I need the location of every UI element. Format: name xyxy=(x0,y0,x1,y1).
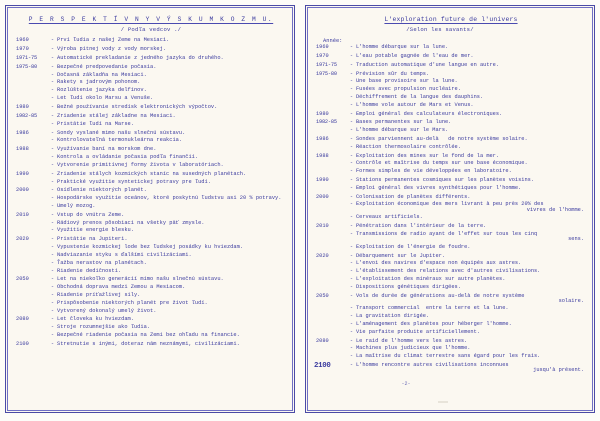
timeline-entry-row xyxy=(314,285,588,291)
entry-text: Prispôsobenie niektorých planét pre život ľudí. xyxy=(57,299,208,306)
entry-year: 1988 xyxy=(16,146,29,153)
entry-text: Riadenie príťažlivej sily. xyxy=(57,291,141,298)
entry-dash: - xyxy=(349,252,354,259)
entry-dash: - xyxy=(50,63,55,70)
entry-text: Rozlúštenie jazyka delfínov. xyxy=(57,87,147,94)
entry-dash: - xyxy=(349,362,354,369)
entry-dash: - xyxy=(50,203,55,209)
timeline-entry-row xyxy=(314,261,588,267)
entry-text: Une base provisoire sur la lune. xyxy=(356,78,458,85)
entry-dash: - xyxy=(349,52,354,59)
entry-year: 2010 xyxy=(316,223,329,230)
entry-dash: - xyxy=(50,259,55,266)
timeline-entry-row xyxy=(314,95,588,101)
entry-text: Stations permanentes cosmiques sur les planètes voisins. xyxy=(356,177,535,183)
timeline-entry-row xyxy=(314,154,588,160)
timeline-entry-row xyxy=(314,87,588,93)
entry-year: 1970 xyxy=(16,45,29,52)
entry-dash: - xyxy=(349,275,354,282)
entry-dash: - xyxy=(349,243,354,250)
entry-text: Riadenie dedičnosti. xyxy=(57,267,122,274)
timeline-entry-row xyxy=(314,322,588,328)
entry-text-continuation: sens. xyxy=(568,236,584,243)
entry-dash: - xyxy=(349,223,354,230)
timeline-entry-row xyxy=(314,79,588,85)
entry-text: Ťažba nerastov na planétach. xyxy=(57,259,147,266)
timeline-entry-row xyxy=(14,269,288,275)
timeline-entry-row xyxy=(14,342,288,348)
entry-text: Bezpečné riadenie počasia na Zemi bez ohľadu na financie. xyxy=(57,332,240,338)
entry-year: 2000 xyxy=(16,187,29,194)
entry-dash: - xyxy=(349,201,354,208)
entry-text: Dočasná základňa na Mesiaci. xyxy=(57,71,147,78)
entry-text: Vytvorený dokonalý umelý život. xyxy=(57,307,157,314)
timeline-entry-row xyxy=(14,131,288,137)
entry-text: Exploitation des mines sur le fond de la mer. xyxy=(356,152,500,159)
entry-text: Cerveaux artificiels. xyxy=(356,214,423,221)
entry-dash: - xyxy=(50,236,55,243)
entry-dash: - xyxy=(349,101,354,108)
entry-dash: - xyxy=(349,260,354,267)
entry-dash: - xyxy=(349,110,354,117)
right-page-subtitle: /Selon les savants/ xyxy=(406,26,474,33)
entry-dash: - xyxy=(349,86,354,93)
entry-year: 1970 xyxy=(316,52,329,59)
timeline-entry-row xyxy=(14,138,288,144)
timeline-entry-row xyxy=(14,237,288,243)
document-page-left xyxy=(5,5,295,413)
timeline-entry-row xyxy=(14,293,288,299)
timeline-entry-row xyxy=(14,188,288,194)
entry-dash: - xyxy=(349,136,354,143)
entry-text: L'homme débarque sur le Mars. xyxy=(356,127,449,134)
entry-year: 1980 xyxy=(316,110,329,117)
entry-dash: - xyxy=(349,305,354,312)
entry-dash: - xyxy=(50,71,55,78)
entry-year: 2080 xyxy=(316,337,329,344)
entry-dash: - xyxy=(349,313,354,320)
right-page-column-header: Année: xyxy=(323,38,343,44)
timeline-entry-row xyxy=(314,112,588,118)
entry-text: Rakety s jadrovým pohonom. xyxy=(57,79,141,86)
timeline-entry-row xyxy=(314,339,588,345)
entry-year: 1980 xyxy=(16,103,29,110)
entry-year: 1971-75 xyxy=(316,61,337,68)
entry-dash: - xyxy=(349,93,354,100)
timeline-entry-row xyxy=(314,306,588,312)
right-page-title: L'exploration future de l'univers xyxy=(384,16,518,23)
entry-text: Machines plus judicieux que l'homme. xyxy=(356,345,471,352)
entry-dash: - xyxy=(50,187,55,194)
timeline-entry-row xyxy=(314,215,588,221)
timeline-entry-row xyxy=(14,73,288,79)
entry-text: Stretnutie s inými, doteraz nám neznámymi, civilizáciami. xyxy=(57,340,240,347)
entry-dash: - xyxy=(349,268,354,275)
timeline-entry-row xyxy=(314,202,588,213)
entry-dash: - xyxy=(349,184,354,191)
entry-dash: - xyxy=(349,44,354,50)
entry-dash: - xyxy=(50,137,55,144)
entry-dash: - xyxy=(349,193,354,200)
right-page-entry-list xyxy=(314,45,588,374)
entry-dash: - xyxy=(349,345,354,352)
entry-dash: - xyxy=(50,120,55,127)
entry-dash: - xyxy=(349,352,354,359)
entry-year: 1971-75 xyxy=(16,54,38,61)
timeline-entry-row xyxy=(14,56,288,62)
entry-year: 1982-85 xyxy=(316,119,337,126)
entry-text: Débarquement sur le Jupiter. xyxy=(356,252,446,259)
entry-text: Využívanie baní na morskom dne. xyxy=(57,146,157,153)
entry-text: Sondes parviennent au-delà de notre système solaire. xyxy=(356,136,528,143)
timeline-entry-row xyxy=(314,120,588,126)
entry-text: Let ľudí okolo Marsu a Venuše. xyxy=(57,94,154,101)
entry-text: Využitie energie blesku. xyxy=(57,227,134,234)
entry-dash: - xyxy=(50,244,55,251)
entry-dash: - xyxy=(50,161,55,168)
entry-text: Bases permanentes sur la lune. xyxy=(356,119,452,126)
timeline-entry-row xyxy=(14,309,288,315)
timeline-entry-row xyxy=(14,196,288,202)
left-page-title: P E R S P E K T Í V N Y V Ý S K U M K O Z M U. xyxy=(28,16,274,23)
timeline-entry-row xyxy=(14,163,288,169)
timeline-entry-row xyxy=(14,317,288,323)
entry-text: Stroje rozumnejšie ako ľudia. xyxy=(57,324,150,331)
entry-dash: - xyxy=(50,170,55,177)
timeline-entry-row xyxy=(14,228,288,234)
entry-text: Sondy vyslané mimo našu slnečnú sústavu. xyxy=(57,129,186,136)
entry-dash: - xyxy=(50,129,55,136)
entry-dash: - xyxy=(50,146,55,153)
entry-dash: - xyxy=(349,70,354,77)
timeline-entry-row xyxy=(14,325,288,331)
entry-text: Nadviazanie styku s ďalšími civilizáciami. xyxy=(57,251,192,258)
entry-year: 2050 xyxy=(316,292,329,299)
entry-text: Emploi général des calculateurs électroniques. xyxy=(356,110,503,117)
timeline-entry-row xyxy=(14,96,288,102)
entry-text: Let človeka ku hviezdam. xyxy=(57,316,134,323)
timeline-entry-row xyxy=(14,114,288,120)
entry-dash: - xyxy=(50,94,55,101)
timeline-entry-row xyxy=(314,254,588,260)
timeline-entry-row xyxy=(14,147,288,153)
entry-year: 1975-80 xyxy=(16,63,38,70)
timeline-entry-row xyxy=(14,38,288,44)
entry-text: Dispositions génétiques dirigées. xyxy=(356,283,461,290)
timeline-entry-row xyxy=(314,128,588,134)
entry-text: Výroba pitnej vody z vody morskej. xyxy=(57,45,167,52)
entry-dash: - xyxy=(50,178,55,185)
entry-text: Réaction thermosolaire contrôlée. xyxy=(356,143,461,150)
left-page-subtitle: / Podľa vedcov ./ xyxy=(120,26,182,33)
timeline-entry-row xyxy=(314,294,588,305)
entry-text: Prévision sûr du temps. xyxy=(356,70,430,77)
page-footer-mark: -2- xyxy=(401,381,411,388)
timeline-entry-row xyxy=(14,88,288,94)
timeline-entry-row xyxy=(14,80,288,86)
entry-dash: - xyxy=(349,328,354,335)
entry-dash: - xyxy=(349,320,354,327)
entry-text: Praktické využitie syntetickej potravy pre ľudí. xyxy=(57,178,211,185)
entry-dash: - xyxy=(349,160,354,167)
entry-text: Automatické prekladanie z jedného jazyka do druhého. xyxy=(57,54,224,61)
entry-text: Pristátie na Jupiteri. xyxy=(57,236,128,243)
entry-dash: - xyxy=(50,54,55,61)
timeline-entry-row xyxy=(314,54,588,60)
entry-text: Vie parfaite produite artificiellement. xyxy=(356,328,480,335)
entry-dash: - xyxy=(50,37,55,43)
left-page-entry-list xyxy=(14,38,288,348)
timeline-entry-row xyxy=(14,301,288,307)
timeline-entry-row xyxy=(14,221,288,227)
entry-text: Exploitation de l'énergie de foudre. xyxy=(356,243,471,250)
timeline-entry-row xyxy=(14,245,288,251)
timeline-entry-row xyxy=(14,213,288,219)
entry-text: Traduction automatique d'une langue en autre. xyxy=(356,61,500,68)
entry-text: La maîtrise du climat terrestre sans égard pour les frais. xyxy=(356,352,541,359)
timeline-entry-row xyxy=(314,354,588,360)
timeline-entry-row xyxy=(14,277,288,283)
entry-text: Osídlenie niektorých planét. xyxy=(57,187,147,194)
entry-year: 1975-80 xyxy=(316,70,337,77)
timeline-entry-row xyxy=(14,47,288,53)
entry-dash: - xyxy=(50,79,55,86)
timeline-entry-row xyxy=(14,155,288,161)
entry-year: 2010 xyxy=(16,211,29,218)
entry-text: Vytvorenie primitívnej formy života v laboratóriach. xyxy=(57,161,224,168)
entry-dash: - xyxy=(50,291,55,298)
timeline-entry-row xyxy=(314,346,588,352)
timeline-entry-row xyxy=(314,232,588,243)
entry-dash: - xyxy=(349,168,354,175)
entry-text: Zriadenie stálej základne na Mesiaci. xyxy=(57,112,176,119)
entry-text: Bežné používanie stredísk elektronických výpočtov. xyxy=(57,103,218,110)
entry-year: 1986 xyxy=(316,136,329,143)
entry-text: Let na niekoľko generácií mimo našu slnečnú sústavu. xyxy=(57,276,224,283)
timeline-entry-row xyxy=(14,65,288,71)
entry-dash: - xyxy=(50,340,55,347)
entry-year: 1986 xyxy=(16,129,29,136)
timeline-entry-row xyxy=(14,204,288,210)
timeline-entry-row xyxy=(14,105,288,111)
entry-text: Zriadenie stálych kozmických staníc na susedných planétach. xyxy=(57,170,247,177)
timeline-entry-row xyxy=(314,277,588,283)
entry-text: Rádiový prenos pôsobiaci na všetky päť zmysle. xyxy=(57,219,205,226)
timeline-entry-row xyxy=(314,72,588,78)
timeline-entry-row xyxy=(14,333,288,339)
timeline-entry-row xyxy=(14,253,288,259)
timeline-entry-row xyxy=(314,137,588,143)
entry-dash: - xyxy=(50,251,55,258)
entry-dash: - xyxy=(349,230,354,237)
entry-year: 1969 xyxy=(16,37,29,43)
entry-year: 2000 xyxy=(316,193,329,200)
timeline-entry-row xyxy=(314,314,588,320)
entry-text: L'homme rencontre autres civilisations inconnues jusqu'à présent. xyxy=(356,363,588,374)
entry-text: L'envoi des navires d'espace non équipés aux astres. xyxy=(356,260,522,267)
entry-text: Vypustenie kozmickej lode bez ľudskej posádky ku hviezdam. xyxy=(57,244,243,251)
timeline-entry-row xyxy=(14,180,288,186)
entry-text: Kontrolovateľná termonukleárna reakcia. xyxy=(57,137,183,144)
timeline-entry-row xyxy=(314,186,588,192)
entry-dash: - xyxy=(50,276,55,283)
timeline-entry-row xyxy=(314,224,588,230)
entry-dash: - xyxy=(349,292,354,299)
timeline-entry-row xyxy=(314,161,588,167)
entry-text: Pénétration dans l'intérieur de la terre. xyxy=(356,223,487,230)
entry-text: Pristátie ľudí na Marse. xyxy=(57,120,134,127)
entry-dash: - xyxy=(349,143,354,150)
entry-text-continuation: jusqu'à présent. xyxy=(533,367,584,374)
entry-text: L'aménagement des planètes pour héberger l'homme. xyxy=(356,320,512,327)
entry-year: 2080 xyxy=(16,316,29,323)
entry-year: 1982-85 xyxy=(16,112,38,119)
entry-text: La gravitation dirigée. xyxy=(356,313,430,320)
timeline-entry-row xyxy=(314,195,588,201)
entry-dash: - xyxy=(50,284,55,291)
entry-text: Fusées avec propulsion nucléaire. xyxy=(356,86,461,93)
entry-text-continuation: solaire. xyxy=(558,297,584,304)
entry-text: Contrôle et maîtrise du temps sur une base économique. xyxy=(356,160,528,167)
timeline-entry-row xyxy=(314,45,588,51)
entry-dash: - xyxy=(50,332,55,338)
entry-dash: - xyxy=(349,61,354,68)
entry-dash: - xyxy=(50,87,55,94)
entry-dash: - xyxy=(349,214,354,221)
entry-dash: - xyxy=(50,299,55,306)
timeline-entry-row xyxy=(314,269,588,275)
entry-year: 2050 xyxy=(16,276,29,283)
timeline-entry-row xyxy=(14,172,288,178)
timeline-entry-row xyxy=(314,169,588,175)
timeline-entry-row xyxy=(314,63,588,69)
entry-text: Le raid de l'homme vers les astres. xyxy=(356,337,468,344)
entry-text: Obchodná doprava medzi Zemou a Mesiacom. xyxy=(57,284,186,291)
entry-year: 2020 xyxy=(16,236,29,243)
entry-text: L'eau potable gagnée de l'eau de mer. xyxy=(356,52,474,59)
entry-dash: - xyxy=(50,103,55,110)
timeline-entry-row xyxy=(314,145,588,151)
document-page-right xyxy=(305,5,595,413)
entry-dash: - xyxy=(349,152,354,159)
entry-text: Hospodárske využitie oceánov, ktoré poskytnú ľudstvu asi 20 % potravy. xyxy=(57,195,282,202)
entry-dash: - xyxy=(50,267,55,274)
entry-dash: - xyxy=(349,177,354,183)
entry-dash: - xyxy=(50,307,55,314)
entry-dash: - xyxy=(50,324,55,331)
entry-dash: - xyxy=(50,154,55,161)
entry-year: 1990 xyxy=(16,170,29,177)
entry-text: Emploi général des vivres synthétiques pour l'homme. xyxy=(356,184,522,191)
entry-text: Vols de durée de générations au-delà de notre système solaire. xyxy=(356,294,588,305)
entry-dash: - xyxy=(50,195,55,202)
entry-year: 2100 xyxy=(16,340,29,347)
entry-text: Bezpečné predpovedanie počasia. xyxy=(57,63,157,70)
entry-text: L'homme vole autour de Mars et Venus. xyxy=(356,101,474,108)
entry-dash: - xyxy=(50,112,55,119)
entry-text: Déchiffrement de la langue des dauphins. xyxy=(356,93,484,100)
timeline-entry-row xyxy=(314,103,588,109)
entry-text: Umelý mozog. xyxy=(57,203,96,209)
entry-dash: - xyxy=(349,78,354,85)
entry-dash: - xyxy=(50,227,55,234)
entry-text: L'homme débarque sur la lune. xyxy=(356,44,449,50)
entry-dash: - xyxy=(50,316,55,323)
entry-text: Colonisation de planètes différents. xyxy=(356,193,471,200)
entry-text: Transport commercial entre la terre et la lune. xyxy=(356,305,509,312)
entry-text: L'établissement des relations avec d'autres civilisations. xyxy=(356,268,541,275)
timeline-entry-row xyxy=(14,122,288,128)
entry-year: 2100 xyxy=(314,362,331,371)
entry-text-continuation: vivres de l'homme. xyxy=(526,206,584,213)
entry-year: 1988 xyxy=(316,152,329,159)
entry-text: L'exploitation des minéraux sur autre planètes. xyxy=(356,275,506,282)
entry-year: 1969 xyxy=(316,44,329,50)
timeline-entry-row xyxy=(314,178,588,184)
entry-year: 1990 xyxy=(316,177,329,183)
timeline-entry-row xyxy=(14,261,288,267)
entry-text: Exploitation économique des mers livrant à peu près 20% des vivres de l'homme. xyxy=(356,202,588,213)
entry-dash: - xyxy=(50,211,55,218)
entry-dash: - xyxy=(349,119,354,126)
timeline-entry-row xyxy=(14,285,288,291)
scan-artifact xyxy=(438,401,448,403)
entry-dash: - xyxy=(349,337,354,344)
timeline-entry-row xyxy=(314,330,588,336)
entry-text: Transmissions de radio ayant de l'effet sur tous les cinq sens. xyxy=(356,232,588,243)
entry-text: Vstup do vnútra Zeme. xyxy=(57,211,125,218)
entry-dash: - xyxy=(50,219,55,226)
entry-text: Formes simples de vie développées en laboratoire. xyxy=(356,168,512,175)
entry-dash: - xyxy=(50,45,55,52)
entry-year: 2020 xyxy=(316,252,329,259)
entry-text: Prví ľudia z našej Zeme na Mesiaci. xyxy=(57,37,170,43)
entry-dash: - xyxy=(349,283,354,290)
entry-text: Kontrola a ovládanie počasia podľa finančií. xyxy=(57,154,199,161)
timeline-entry-row xyxy=(314,363,588,374)
timeline-entry-row xyxy=(314,245,588,251)
entry-dash: - xyxy=(349,127,354,134)
